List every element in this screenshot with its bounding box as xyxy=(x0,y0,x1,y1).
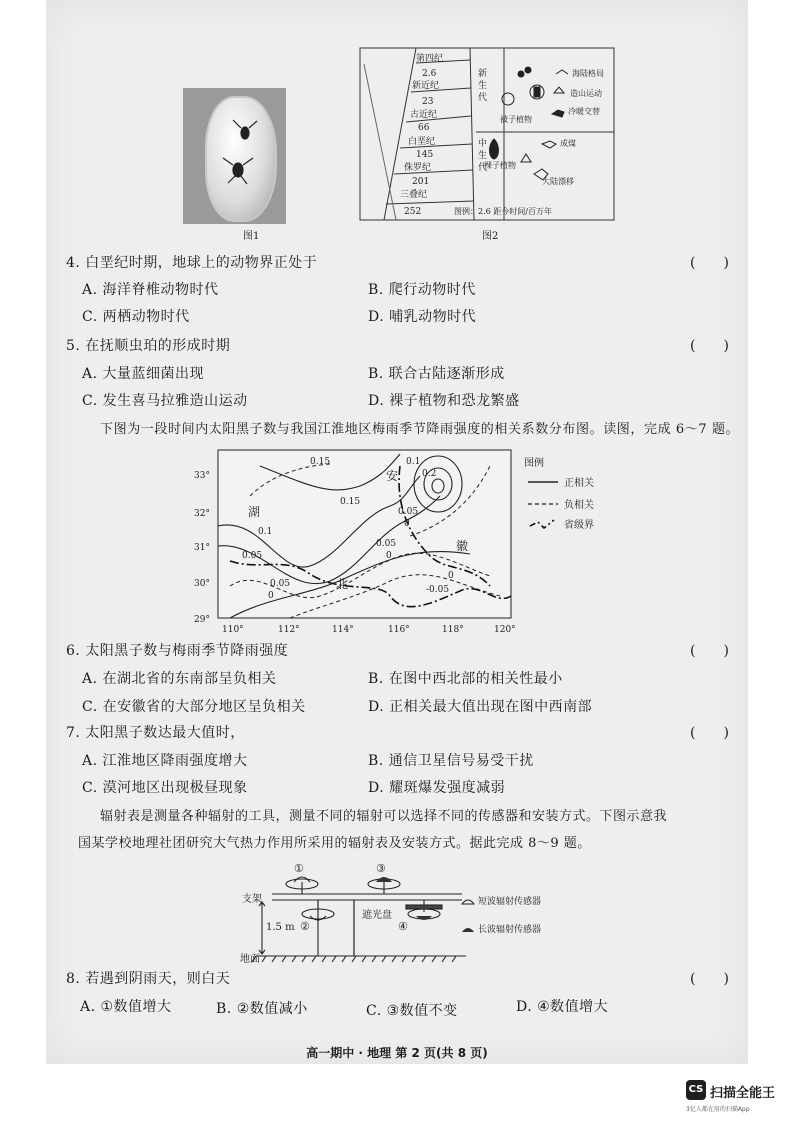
legend-negative: 负相关 xyxy=(564,500,594,511)
q5-option-c[interactable]: C. 发生喜马拉雅造山运动 xyxy=(82,393,248,409)
correlation-map xyxy=(190,446,544,636)
q4-option-c[interactable]: C. 两栖动物时代 xyxy=(82,309,190,325)
q7-option-b[interactable]: B. 通信卫星信号易受干扰 xyxy=(368,753,534,769)
q8-option-a[interactable]: A. ①数值增大 xyxy=(80,999,172,1015)
place-hui: 徽 xyxy=(456,539,469,553)
sensor-4-label: ④ xyxy=(398,920,408,933)
boundary-4: 145 xyxy=(416,150,434,160)
contour-label-10: 0.05 xyxy=(270,579,291,589)
period-1: 第四纪 xyxy=(416,54,444,64)
boundary-6: 252 xyxy=(404,207,422,217)
map-legend-title: 图例 xyxy=(524,458,544,469)
event-1: 海陆格局 xyxy=(572,69,604,78)
q4-stem: 4. 白垩纪时期，地球上的动物界正处于 xyxy=(66,255,318,271)
q8-option-d[interactable]: D. ④数值增大 xyxy=(516,999,609,1015)
lon-110: 110° xyxy=(222,625,244,635)
sensor-2-label: ② xyxy=(300,920,310,933)
q6-option-d[interactable]: D. 正相关最大值出现在图中西南部 xyxy=(368,699,593,715)
q7-answer-paren[interactable]: ( ) xyxy=(690,725,729,741)
legend-longwave: 长波辐射传感器 xyxy=(478,925,542,935)
ground-label: 地面 xyxy=(240,954,260,965)
radiometer-figure xyxy=(236,858,566,966)
q6-option-a[interactable]: A. 在湖北省的东南部呈负相关 xyxy=(82,671,277,687)
period-2: 新近纪 xyxy=(412,81,440,91)
contour-label-11: 0 xyxy=(268,591,274,601)
fig1-caption: 图1 xyxy=(243,231,260,242)
shade-label: 遮光盘 xyxy=(362,910,392,921)
q4-answer-paren[interactable]: ( ) xyxy=(690,255,729,271)
map-legend xyxy=(526,470,606,536)
contour-label-5: 0.05 xyxy=(398,507,419,517)
contour-label-4: 0.1 xyxy=(406,457,421,467)
contour-label-2: 0.1 xyxy=(258,527,273,537)
support-label: 支架 xyxy=(242,894,262,905)
legend-positive: 正相关 xyxy=(564,478,594,489)
q6-answer-paren[interactable]: ( ) xyxy=(690,643,729,659)
q7-option-d[interactable]: D. 耀斑爆发强度减弱 xyxy=(368,780,506,796)
boundary-1: 2.6 xyxy=(422,69,437,79)
q4-option-a[interactable]: A. 海洋脊椎动物时代 xyxy=(82,282,219,298)
period-5: 侏罗纪 xyxy=(404,163,432,173)
scanner-logo-icon: CS xyxy=(686,1080,706,1100)
era-mesozoic-1: 中 xyxy=(478,139,488,149)
event-6: 裸子植物 xyxy=(484,161,516,170)
boundary-5: 201 xyxy=(412,177,430,187)
lon-112: 112° xyxy=(278,625,300,635)
intro-6-7: 下图为一段时间内太阳黑子数与我国江淮地区梅雨季节降雨强度的相关系数分布图。读图，完成 6～7 题。 xyxy=(100,422,740,437)
fig2-legend: 图例：2.6 距今时间/百万年 xyxy=(454,207,552,216)
q8-answer-paren[interactable]: ( ) xyxy=(690,971,729,987)
q7-option-c[interactable]: C. 漠河地区出现极昼现象 xyxy=(82,780,248,796)
scanner-tagline: 3亿人都在用的扫描App xyxy=(686,1106,750,1113)
event-2: 造山运动 xyxy=(570,89,602,98)
era-cenozoic-1: 新 xyxy=(478,69,488,79)
lon-120: 120° xyxy=(494,625,516,635)
q5-option-b[interactable]: B. 联合古陆逐渐形成 xyxy=(368,366,505,382)
lat-31: 31° xyxy=(194,543,210,553)
event-5: 成煤 xyxy=(560,139,576,148)
q4-option-d[interactable]: D. 哺乳动物时代 xyxy=(368,309,477,325)
lat-32: 32° xyxy=(194,509,210,519)
event-7: 大陆漂移 xyxy=(542,177,574,186)
geologic-timeline-figure xyxy=(356,44,618,224)
sensor-3-label: ③ xyxy=(376,862,386,875)
era-cenozoic-3: 代 xyxy=(478,93,488,103)
boundary-2: 23 xyxy=(422,97,434,107)
lon-118: 118° xyxy=(442,625,464,635)
height-label: 1.5 m xyxy=(266,922,295,933)
period-4: 白垩纪 xyxy=(408,137,436,147)
q5-option-d[interactable]: D. 裸子植物和恐龙繁盛 xyxy=(368,393,520,409)
fig2-caption: 图2 xyxy=(482,231,499,242)
scanner-app-name: 扫描全能王 xyxy=(710,1086,776,1101)
contour-label-8: 0 xyxy=(386,551,392,561)
lat-30: 30° xyxy=(194,579,210,589)
q6-option-c[interactable]: C. 在安徽省的大部分地区呈负相关 xyxy=(82,699,306,715)
period-3: 古近纪 xyxy=(410,110,438,120)
era-mesozoic-2: 生 xyxy=(478,151,488,161)
q5-answer-paren[interactable]: ( ) xyxy=(690,338,729,354)
q6-stem: 6. 太阳黑子数与梅雨季节降雨强度 xyxy=(66,643,289,659)
place-bei: 北 xyxy=(336,577,349,591)
intro-8-9-line2: 国某学校地理社团研究大气热力作用所采用的辐射表及安装方式。据此完成 8～9 题。 xyxy=(78,836,591,851)
intro-8-9-line1: 辐射表是测量各种辐射的工具，测量不同的辐射可以选择不同的传感器和安装方式。下图示意我 xyxy=(100,809,668,824)
q8-stem: 8. 若遇到阴雨天，则白天 xyxy=(66,971,231,987)
page-footer: 高一期中 · 地理 第 2 页(共 8 页) xyxy=(306,1046,488,1060)
era-cenozoic-2: 生 xyxy=(478,81,488,91)
q4-option-b[interactable]: B. 爬行动物时代 xyxy=(368,282,476,298)
event-4: 被子植物 xyxy=(500,115,532,124)
amber-fossil-photo xyxy=(183,88,286,224)
q5-option-a[interactable]: A. 大量蓝细菌出现 xyxy=(82,366,205,382)
q7-stem: 7. 太阳黑子数达最大值时， xyxy=(66,725,245,741)
q6-option-b[interactable]: B. 在图中西北部的相关性最小 xyxy=(368,671,563,687)
q8-option-c[interactable]: C. ③数值不变 xyxy=(366,1003,458,1019)
sensor-1-label: ① xyxy=(294,862,304,875)
contour-label-7: 0.05 xyxy=(376,539,397,549)
event-3: 冷暖交替 xyxy=(568,107,600,116)
contour-label-6: 0 xyxy=(404,519,410,529)
q5-stem: 5. 在抚顺虫珀的形成时期 xyxy=(66,338,231,354)
period-6: 三叠纪 xyxy=(400,190,428,200)
lat-33: 33° xyxy=(194,471,210,481)
boundary-3: 66 xyxy=(418,123,430,133)
contour-label-3: 0.2 xyxy=(422,469,437,479)
era-mesozoic-3: 代 xyxy=(478,163,488,173)
contour-label-1: 0.15 xyxy=(310,457,331,467)
lat-29: 29° xyxy=(194,615,210,625)
contour-label-12: -0.05 xyxy=(426,585,450,595)
contour-label-9: 0.05 xyxy=(242,551,263,561)
legend-provincial-border: 省级界 xyxy=(564,520,594,531)
place-an: 安 xyxy=(386,469,399,483)
lon-114: 114° xyxy=(332,625,354,635)
contour-label-14: 0.15 xyxy=(340,497,361,507)
legend-shortwave: 短波辐射传感器 xyxy=(478,897,542,907)
lon-116: 116° xyxy=(388,625,410,635)
contour-label-13: 0 xyxy=(448,571,454,581)
place-hu: 湖 xyxy=(248,505,261,519)
q7-option-a[interactable]: A. 江淮地区降雨强度增大 xyxy=(82,753,248,769)
q8-option-b[interactable]: B. ②数值减小 xyxy=(216,1001,308,1017)
